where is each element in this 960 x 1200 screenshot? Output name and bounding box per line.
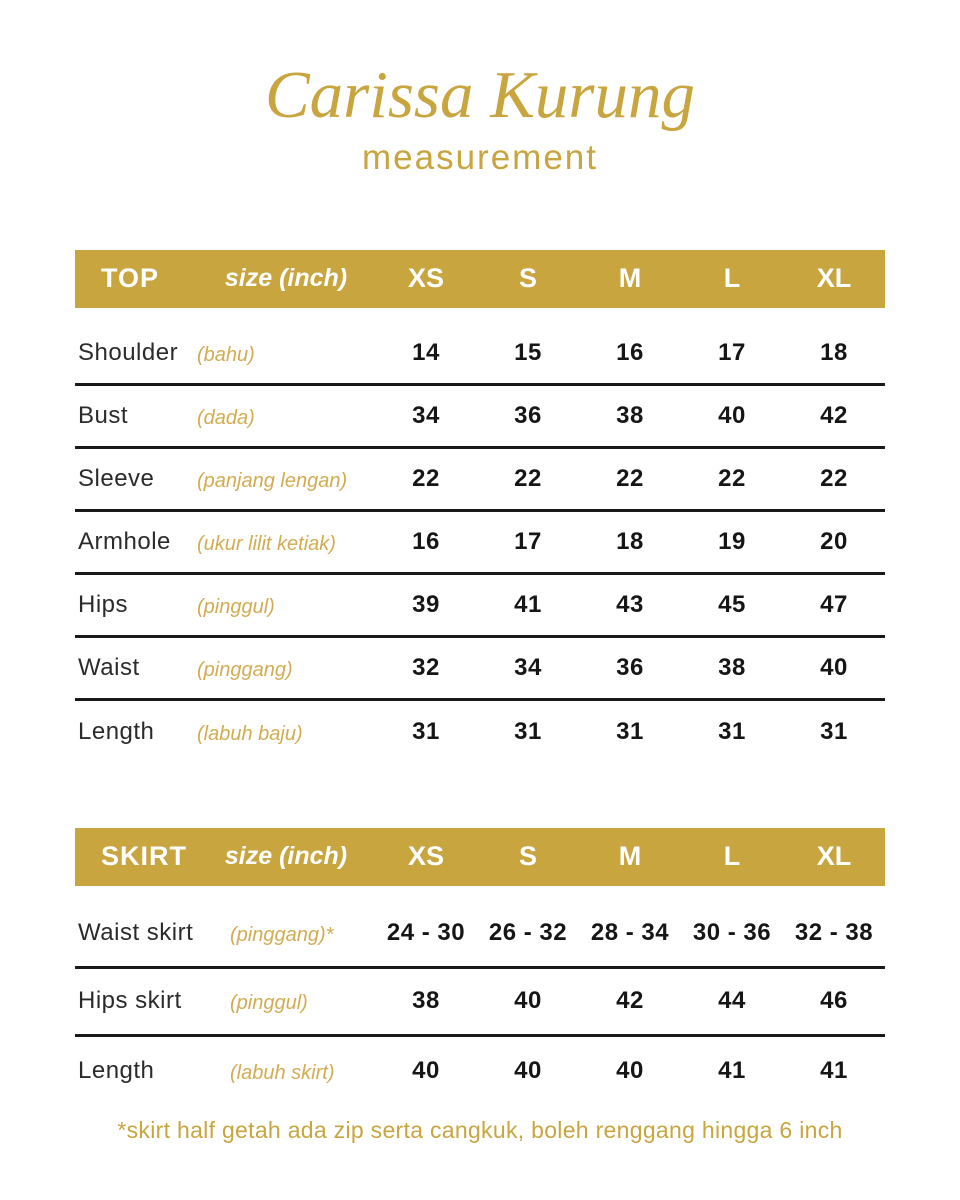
row-label: Waist	[78, 653, 140, 681]
cell-value: 22	[718, 464, 746, 492]
cell-value: 14	[412, 338, 440, 366]
cell-value: 47	[820, 590, 848, 618]
row-label: Sleeve	[78, 464, 155, 492]
cell-value: 40	[718, 401, 746, 429]
size-column-header: XS	[407, 263, 445, 294]
row-label-malay: (pinggang)*	[230, 924, 334, 947]
table-row	[75, 1037, 885, 1105]
size-column-header: XS	[407, 841, 445, 872]
cell-value: 41	[820, 1056, 848, 1084]
table-rows	[75, 901, 885, 1105]
footnote: *skirt half getah ada zip serta cangkuk, boleh renggang hingga 6 inch	[117, 1116, 843, 1143]
cell-value: 22	[820, 464, 848, 492]
table-name: TOP	[101, 263, 160, 294]
table-name: SKIRT	[101, 841, 187, 872]
table-row	[75, 386, 885, 449]
size-column-header: L	[723, 263, 741, 294]
cell-value: 45	[718, 590, 746, 618]
cell-value: 18	[820, 338, 848, 366]
cell-value: 18	[616, 527, 644, 555]
cell-value: 34	[514, 653, 542, 681]
cell-value: 16	[616, 338, 644, 366]
size-column-header: S	[518, 841, 537, 872]
cell-value: 31	[616, 718, 644, 746]
size-column-header: M	[618, 263, 642, 294]
cell-value: 24 - 30	[386, 919, 466, 947]
table-row	[75, 638, 885, 701]
cell-value: 30 - 36	[692, 919, 772, 947]
cell-value: 40	[514, 1056, 542, 1084]
cell-value: 43	[616, 590, 644, 618]
cell-value: 22	[412, 464, 440, 492]
page-subtitle: measurement	[362, 137, 598, 177]
cell-value: 41	[718, 1056, 746, 1084]
size-column-header: XL	[816, 263, 852, 294]
cell-value: 36	[514, 401, 542, 429]
cell-value: 38	[412, 987, 440, 1015]
cell-value: 36	[616, 653, 644, 681]
cell-value: 38	[718, 653, 746, 681]
row-label-malay: (pinggul)	[230, 992, 308, 1015]
row-label-malay: (labuh skirt)	[230, 1061, 335, 1084]
row-label: Hips	[78, 590, 129, 618]
cell-value: 42	[820, 401, 848, 429]
table-row	[75, 323, 885, 386]
row-label: Hips skirt	[78, 987, 182, 1015]
cell-value: 17	[718, 338, 746, 366]
table-row	[75, 575, 885, 638]
row-label-malay: (dada)	[197, 406, 255, 429]
cell-value: 40	[412, 1056, 440, 1084]
cell-value: 41	[514, 590, 542, 618]
row-label-malay: (ukur lilit ketiak)	[197, 532, 336, 555]
cell-value: 15	[514, 338, 542, 366]
cell-value: 42	[616, 987, 644, 1015]
cell-value: 31	[514, 718, 542, 746]
table-row	[75, 449, 885, 512]
cell-value: 20	[820, 527, 848, 555]
table-header-band	[75, 250, 885, 308]
skirt-measurement-table	[75, 828, 885, 1105]
cell-value: 22	[514, 464, 542, 492]
cell-value: 40	[616, 1056, 644, 1084]
row-label-malay: (bahu)	[197, 343, 255, 366]
size-unit-label: size (inch)	[224, 264, 348, 293]
row-label-malay: (labuh baju)	[197, 723, 303, 746]
cell-value: 39	[412, 590, 440, 618]
size-column-header: S	[518, 263, 537, 294]
row-label: Length	[78, 1056, 155, 1084]
cell-value: 19	[718, 527, 746, 555]
top-measurement-table	[75, 250, 885, 764]
table-rows	[75, 323, 885, 764]
cell-value: 34	[412, 401, 440, 429]
row-label: Waist skirt	[78, 919, 194, 947]
cell-value: 32	[412, 653, 440, 681]
page-title: Carissa Kurung	[264, 58, 696, 132]
table-row	[75, 969, 885, 1037]
cell-value: 28 - 34	[590, 919, 670, 947]
cell-value: 40	[514, 987, 542, 1015]
table-header-band	[75, 828, 885, 886]
cell-value: 32 - 38	[794, 919, 874, 947]
cell-value: 26 - 32	[488, 919, 568, 947]
cell-value: 38	[616, 401, 644, 429]
size-column-header: XL	[816, 841, 852, 872]
table-row	[75, 512, 885, 575]
row-label-malay: (panjang lengan)	[197, 469, 348, 492]
cell-value: 46	[820, 987, 848, 1015]
size-unit-label: size (inch)	[224, 842, 348, 871]
row-label: Length	[78, 718, 155, 746]
cell-value: 22	[616, 464, 644, 492]
cell-value: 40	[820, 653, 848, 681]
table-row	[75, 901, 885, 969]
row-label: Bust	[78, 401, 129, 429]
size-column-header: M	[618, 841, 642, 872]
row-label: Armhole	[78, 527, 171, 555]
table-row	[75, 701, 885, 764]
size-chart-sheet	[75, 0, 885, 1144]
cell-value: 16	[412, 527, 440, 555]
row-label: Shoulder	[78, 338, 179, 366]
cell-value: 31	[820, 718, 848, 746]
size-column-header: L	[723, 841, 741, 872]
row-label-malay: (pinggang)	[197, 658, 293, 681]
cell-value: 31	[718, 718, 746, 746]
row-label-malay: (pinggul)	[197, 595, 275, 618]
cell-value: 44	[718, 987, 746, 1015]
cell-value: 31	[412, 718, 440, 746]
cell-value: 17	[514, 527, 542, 555]
